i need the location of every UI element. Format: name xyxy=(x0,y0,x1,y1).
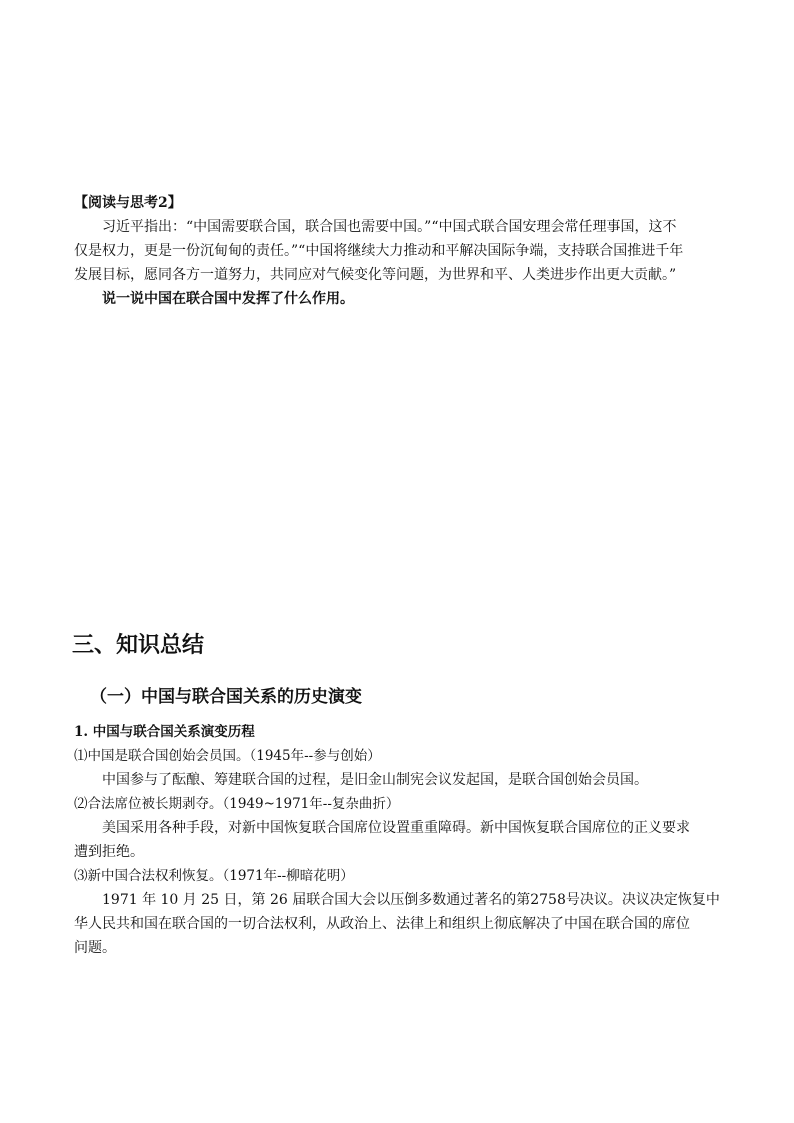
summary-item-2-body-line-1: 美国采用各种手段，对新中国恢复联合国席位设置重重障碍。新中国恢复联合国席位的正义要求 xyxy=(102,820,690,836)
summary-content xyxy=(74,720,724,960)
summary-item-3-body-line-3: 问题。 xyxy=(74,940,116,956)
reading-thinking-box xyxy=(74,191,724,311)
summary-item-2-body-line-2: 遭到拒绝。 xyxy=(74,844,144,860)
summary-item-3-title: ⑶新中国合法权利恢复。（1971年--柳暗花明） xyxy=(74,868,354,884)
summary-item-3-body-line-2: 华人民共和国在联合国的一切合法权利，从政治上、法律上和组织上彻底解决了中国在联合国的席位 xyxy=(74,916,690,932)
reading-paragraph-line-2: 仅是权力，更是一份沉甸甸的责任。”“中国将继续大力推动和平解决国际争端，支持联合国推进千年 xyxy=(74,243,684,259)
summary-item-2-title: ⑵合法席位被长期剥夺。（1949~1971年--复杂曲折） xyxy=(74,796,400,812)
reading-paragraph-line-1: 习近平指出：“中国需要联合国，联合国也需要中国。”“中国式联合国安理会常任理事国，这不 xyxy=(102,219,677,235)
reading-paragraph-line-3: 发展目标，愿同各方一道努力，共同应对气候变化等问题，为世界和平、人类进步作出更大贡献。” xyxy=(74,267,677,283)
summary-item-3-body-line-1: 1971 年 10 月 25 日，第 26 届联合国大会以压倒多数通过著名的第2758号决议。决议决定恢复中 xyxy=(102,892,720,908)
section-title: 三、知识总结 xyxy=(72,632,205,658)
reading-heading: 【阅读与思考2】 xyxy=(74,195,182,211)
summary-item-1-title: ⑴中国是联合国创始会员国。（1945年--参与创始） xyxy=(74,748,381,764)
summary-item-1-body: 中国参与了酝酿、筹建联合国的过程，是旧金山制宪会议发起国，是联合国创始会员国。 xyxy=(102,772,648,788)
summary-heading: 1. 中国与联合国关系演变历程 xyxy=(74,724,255,740)
subsection-title: （一）中国与联合国关系的历史演变 xyxy=(90,687,362,707)
reading-question: 说一说中国在联合国中发挥了什么作用。 xyxy=(102,291,354,307)
